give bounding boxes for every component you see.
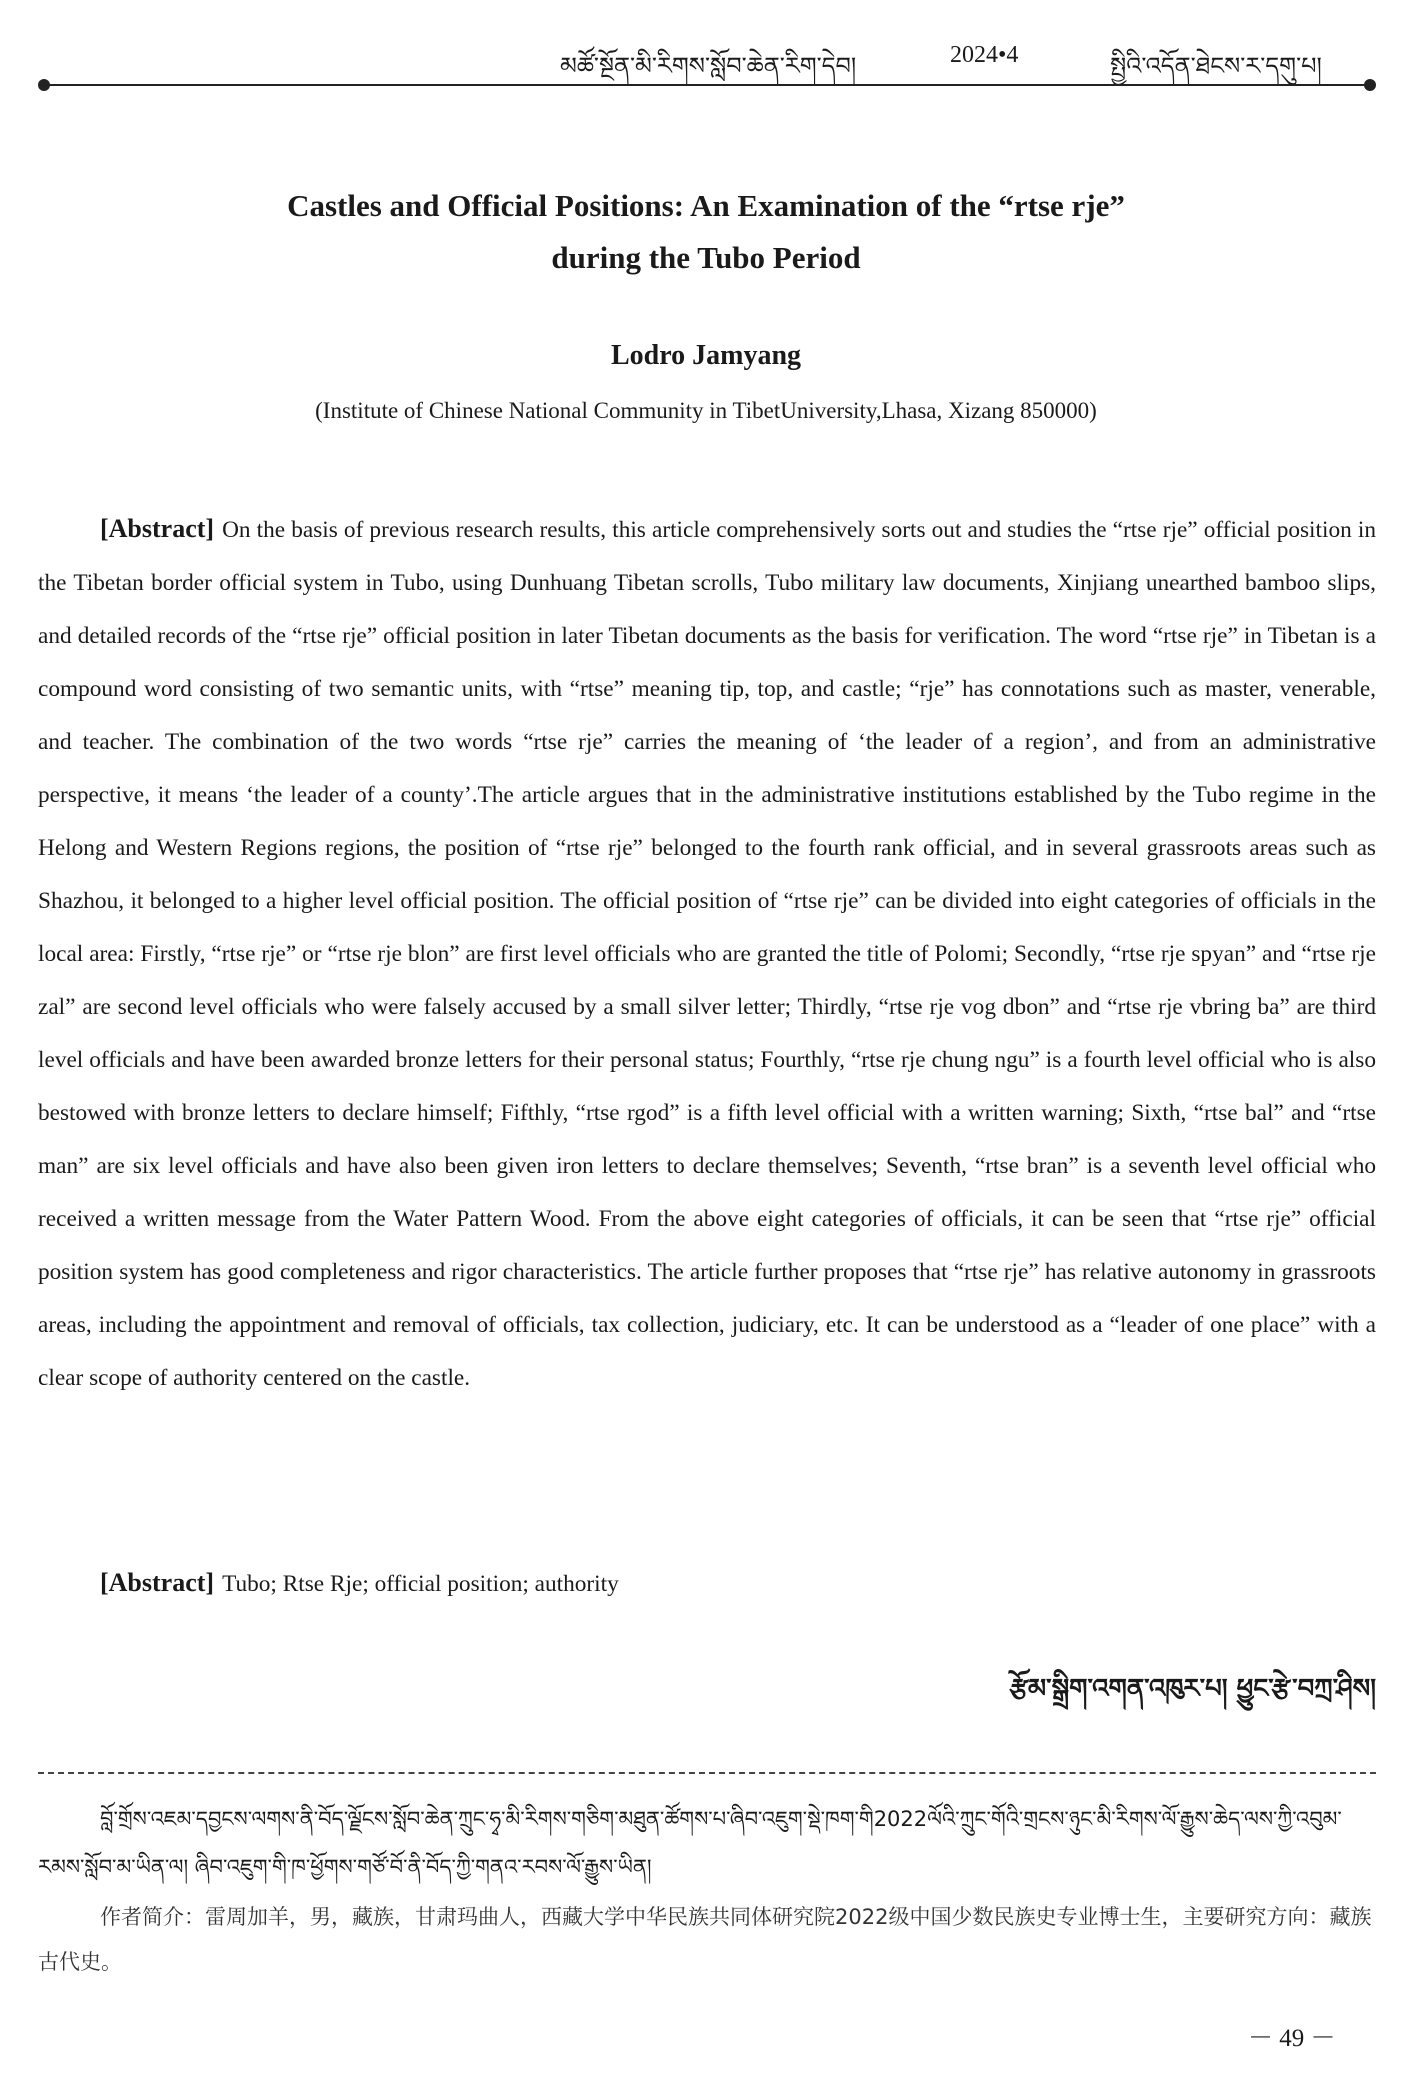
abstract-label: [Abstract] [100,514,215,543]
rule-end-dot-right [1364,79,1376,91]
keywords-label: [Abstract] [100,1568,215,1597]
issue-number: 2024•4 [950,42,1019,68]
abstract-text: On the basis of previous research results, this article comprehensively sorts out and studies the “rtse rje” official position in the Tibetan border official system in Tubo, using Dunhuang Tibetan scrolls, Tubo military law documents, Xinjiang unearthed bamboo slips, and detailed records of the “rtse rje” official position in later Tibetan documents as the basis for verification. The word “rtse rje” in Tibetan is a compound word consisting of two semantic units, with “rtse” meaning tip, top, and castle; “rje” has connotations such as master, venerable, and teacher. The combination of the two words “rtse rje” carries the meaning of ‘the leader of a region’, and from an administrative perspective, it means ‘the leader of a county’.The article argues that in the administrative institutions established by the Tubo regime in the Helong and Western Regions regions, the position of “rtse rje” belonged to the fourth rank official, and in several grassroots areas such as Shazhou, it belonged to a higher level official position. The official position of “rtse rje” can be divided into eight categories of officials in the local area: Firstly, “rtse rje” or “rtse rje blon” are first level officials who are granted the title of Polomi; Secondly, “rtse rje spyan” and “rtse rje zal” are second level officials who were falsely accused by a small silver letter; Thirdly, “rtse rje vog dbon” and “rtse rje vbring ba” are third level officials and have been awarded bronze letters for their personal status; Fourthly, “rtse rje chung ngu” is a fourth level official who is also bestowed with bronze letters to declare himself; Fifthly, “rtse rgod” is a fifth level official with a written warning; Sixth, “rtse bal” and “rtse man” are six level officials and have also been given iron letters to declare themselves; Seventh, “rtse bran” is a seventh level official who received a written message from the Water Pattern Wood. From the above eight categories of officials, it can be seen that “rtse rje” official position system has good completeness and rigor characteristics. The article further proposes that “rtse rje” has relative autonomy in grassroots areas, including the appointment and removal of officials, tax collection, judiciary, etc. It can be understood as a “leader of one place” with a clear scope of authority centered on the castle. [38,517,1376,1391]
tibetan-author-line: རྩོམ་སྒྲིག་འགན་འཁུར་པ། ཕྱུང་རྩེ་བཀྲ་ཤིས། [1009,1674,1376,1704]
journal-name: མཚོ་སྔོན་མི་རིགས་སློབ་ཆེན་རིག་དེབ། [560,52,857,80]
issue-volume: སྤྱིའི་འདོན་ཐེངས་ར་དགུ་པ། [1110,52,1322,80]
footnote-divider [38,1772,1376,1774]
page-number: － 49 － [1248,2025,1336,2052]
footnote-chinese: 作者简介：雷周加羊，男，藏族，甘肃玛曲人，西藏大学中华民族共同体研究院2022级中国少数民族史专业博士生，主要研究方向：藏族古代史。 [38,1905,1372,1974]
running-header [0,30,1412,90]
title-line-1: Castles and Official Positions: An Examination of the “rtse rje” [287,188,1125,223]
rule-end-dot-left [38,79,50,91]
article-title [140,180,1272,284]
title-line-2: during the Tubo Period [551,240,861,275]
keywords-text: Tubo; Rtse Rje; official position; authority [222,1571,619,1597]
abstract [38,502,1376,1405]
author-name: Lodro Jamyang [610,340,802,371]
author-affiliation: (Institute of Chinese National Community in TibetUniversity,Lhasa, Xizang 850000) [315,398,1097,423]
keywords [100,1556,1376,1611]
header-rule [44,84,1370,86]
footnote-tibetan: བློ་གྲོས་འཇམ་དབྱངས་ལགས་ནི་བོད་ལྗོངས་སློབ་ཆེན་ཀྲུང་ཧྭ་མི་རིགས་གཅིག་མཐུན་ཚོགས་པ་ཞིབ་འཇུག་སྡེ་ཁག་གི2022ལོའི་ཀྲུང་གོའི་གྲངས་ཉུང་མི་རིགས་ལོ་རྒྱུས་ཆེད་ལས་ཀྱི་འབུམ་རམས་སློབ་མ་ཡིན་ལ། ཞིབ་འཇུག་གི་ཁ་ཕྱོགས་གཙོ་བོ་ནི་བོད་ཀྱི་གནའ་རབས་ལོ་རྒྱུས་ཡིན། [38,1807,1342,1879]
